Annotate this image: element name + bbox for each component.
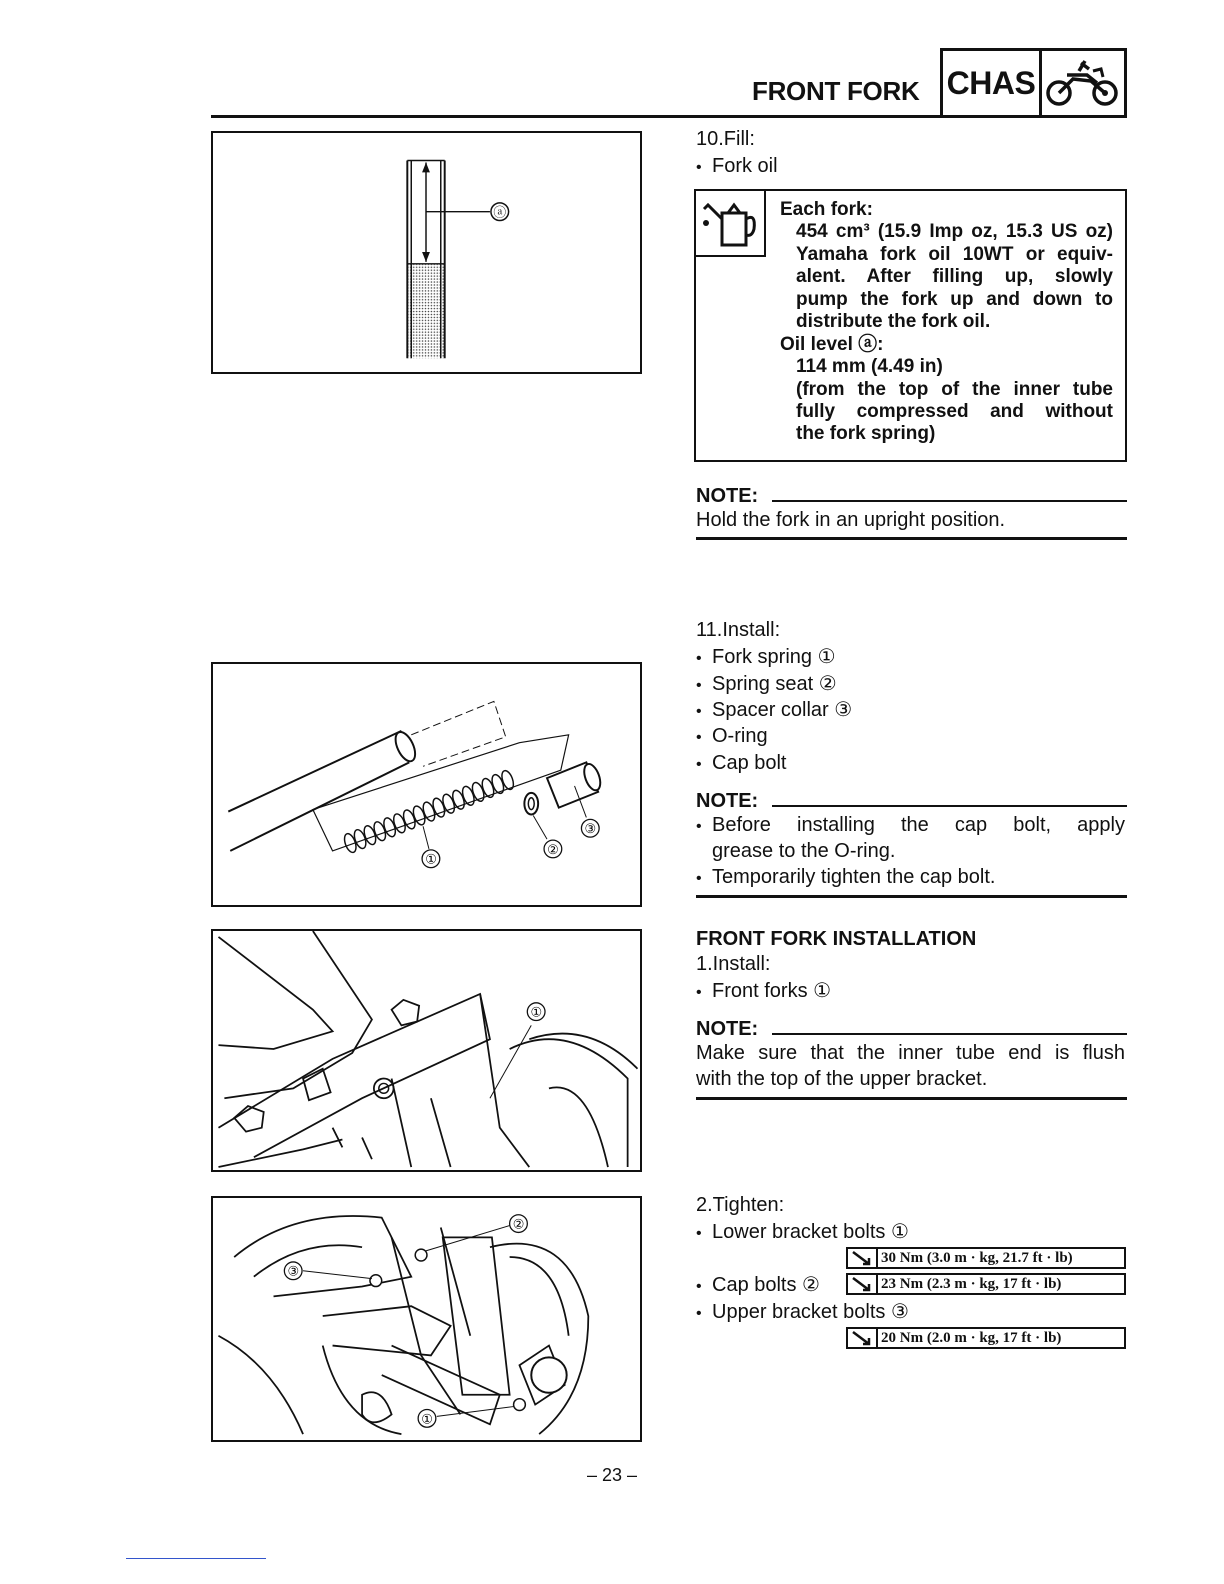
callout-3: ③ bbox=[287, 1263, 299, 1279]
page-number: – 23 – bbox=[586, 1465, 638, 1485]
motorcycle-icon bbox=[1042, 51, 1124, 115]
note-step11-item-1-cont: grease to the O-ring. bbox=[712, 840, 896, 862]
note-step11-item-1 bbox=[696, 812, 1125, 840]
oil-level-line-4: the fork spring) bbox=[796, 423, 936, 444]
header-rule bbox=[211, 115, 941, 118]
list-item-label: Lower bracket bolts ① bbox=[712, 1221, 909, 1243]
step10-item-label: Fork oil bbox=[712, 155, 778, 177]
install-step1-title: 1.Install: bbox=[696, 953, 771, 975]
callout-1: ① bbox=[421, 1411, 433, 1427]
callout-a: ⓐ bbox=[493, 204, 507, 220]
list-item bbox=[696, 978, 831, 1006]
oil-level-label: Oil level ⓐ: bbox=[780, 334, 884, 355]
note-end-rule bbox=[696, 537, 1127, 540]
oil-level-line-3: fully compressed and without bbox=[796, 401, 1113, 422]
note-label: NOTE: bbox=[696, 790, 759, 812]
torque-wrench-icon bbox=[848, 1275, 878, 1293]
each-fork-label: Each fork: bbox=[780, 199, 873, 220]
note-install-line-1: Make sure that the inner tube end is flush bbox=[696, 1042, 1125, 1064]
install-step2-title: 2.Tighten: bbox=[696, 1194, 785, 1216]
note-install bbox=[696, 1018, 1127, 1041]
note-step11-item-2 bbox=[696, 864, 996, 892]
note-text: Before installing the cap bolt, apply bbox=[712, 814, 1125, 836]
chapter-badge bbox=[940, 48, 1127, 118]
callout-1: ① bbox=[425, 851, 437, 867]
figure-fork-parts bbox=[211, 662, 642, 907]
oil-can-icon bbox=[694, 189, 766, 257]
list-item-label: Spring seat ② bbox=[712, 673, 837, 695]
note-label: NOTE: bbox=[696, 1018, 759, 1040]
step11-title: 11.Install: bbox=[696, 619, 781, 641]
list-item bbox=[696, 750, 787, 778]
list-item bbox=[696, 1272, 820, 1300]
chapter-label: CHAS bbox=[943, 51, 1042, 115]
capacity-line-4: pump the fork up and down to bbox=[796, 289, 1113, 310]
callout-2: ② bbox=[512, 1216, 525, 1232]
note-label: NOTE: bbox=[696, 485, 759, 507]
note-text: Temporarily tighten the cap bolt. bbox=[712, 866, 996, 888]
torque-spec bbox=[846, 1247, 1126, 1269]
torque-value: 20 Nm (2.0 m · kg, 17 ft · lb) bbox=[881, 1329, 1062, 1346]
list-item-label: Upper bracket bolts ③ bbox=[712, 1301, 909, 1323]
torque-wrench-icon bbox=[848, 1249, 878, 1267]
list-item bbox=[696, 697, 852, 725]
capacity-line-5: distribute the fork oil. bbox=[796, 311, 991, 332]
oil-level-line-1: 114 mm (4.49 in) bbox=[796, 356, 943, 377]
capacity-line-1: 454 cm³ (15.9 Imp oz, 15.3 US oz) bbox=[796, 221, 1113, 242]
note-end-rule bbox=[696, 1097, 1127, 1100]
torque-spec bbox=[846, 1273, 1126, 1295]
figure-bracket-bolts bbox=[211, 1196, 642, 1442]
callout-1: ① bbox=[530, 1004, 542, 1020]
section-title: FRONT FORK bbox=[752, 76, 920, 106]
list-item bbox=[696, 1299, 909, 1327]
list-item-label: O-ring bbox=[712, 725, 768, 747]
note-end-rule bbox=[696, 895, 1127, 898]
list-item bbox=[696, 671, 837, 699]
note-step10 bbox=[696, 485, 1127, 508]
list-item-label: Spacer collar ③ bbox=[712, 699, 853, 721]
oil-level-line-2: (from the top of the inner tube bbox=[796, 379, 1113, 400]
torque-value: 30 Nm (3.0 m · kg, 21.7 ft · lb) bbox=[881, 1249, 1073, 1266]
list-item-label: Cap bolts ② bbox=[712, 1274, 820, 1296]
capacity-line-3: alent. After filling up, slowly bbox=[796, 266, 1113, 287]
note-step10-text: Hold the fork in an upright position. bbox=[696, 509, 1006, 531]
torque-wrench-icon bbox=[848, 1329, 878, 1347]
list-item-label: Fork spring ① bbox=[712, 646, 836, 668]
list-item bbox=[696, 644, 836, 672]
installation-heading: FRONT FORK INSTALLATION bbox=[696, 928, 977, 950]
list-item bbox=[696, 1219, 909, 1247]
torque-value: 23 Nm (2.3 m · kg, 17 ft · lb) bbox=[881, 1275, 1062, 1292]
torque-spec bbox=[846, 1327, 1126, 1349]
figure-oil-level bbox=[211, 131, 642, 374]
list-item-label: Cap bolt bbox=[712, 752, 787, 774]
note-step11 bbox=[696, 790, 1127, 813]
footer-line bbox=[126, 1558, 266, 1559]
list-item-label: Front forks ① bbox=[712, 980, 832, 1002]
step10-title: 10.Fill: bbox=[696, 128, 755, 150]
note-install-line-2: with the top of the upper bracket. bbox=[696, 1068, 988, 1090]
callout-2: ② bbox=[547, 841, 559, 857]
step10-item bbox=[696, 153, 778, 181]
callout-3: ③ bbox=[584, 821, 597, 837]
figure-upper-bracket bbox=[211, 929, 642, 1172]
capacity-line-2: Yamaha fork oil 10WT or equiv- bbox=[796, 244, 1113, 265]
list-item bbox=[696, 723, 768, 751]
